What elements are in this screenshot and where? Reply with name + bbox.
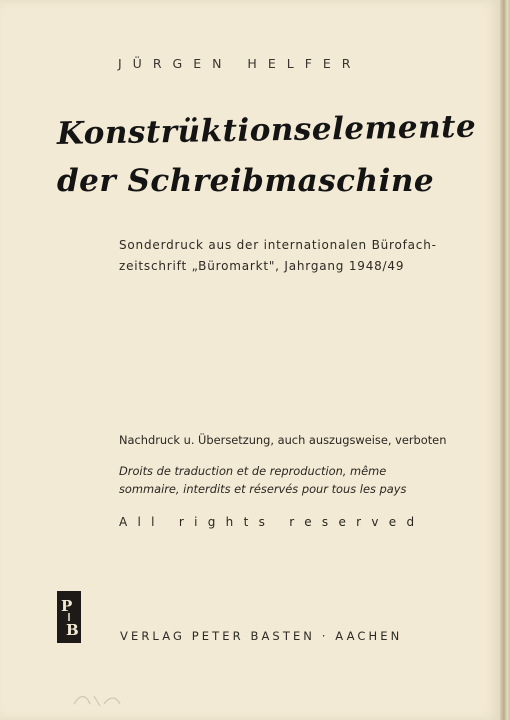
rights-french-line-1: Droits de traduction et de reproduction, même [119,464,387,478]
rights-french [119,462,469,498]
svg-text:B: B [66,621,79,639]
publisher-logo [57,591,81,643]
subtitle-line-1: Sonderdruck aus der internationalen Bürofach- [119,238,437,252]
pb-monogram-icon [57,591,81,643]
faint-stamp-mark [72,690,122,710]
author-name: JÜRGEN HELFER [118,56,362,71]
rights-german: Nachdruck u. Übersetzung, auch auszugsweise, verboten [119,433,447,447]
svg-text:P: P [61,597,73,615]
publisher-imprint: VERLAG PETER BASTEN · AACHEN [120,629,403,643]
book-title-line-2: der Schreibmaschine [57,163,435,199]
page-binding-edge [500,0,510,720]
rights-french-line-2: sommaire, interdits et réservés pour tous les pays [119,482,407,496]
subtitle-block [119,235,469,277]
subtitle-line-2: zeitschrift „Büromarkt", Jahrgang 1948/49 [119,259,405,273]
rights-english: All rights reserved [119,515,425,529]
book-title-line-1: Konstrüktionselemente [56,108,477,152]
